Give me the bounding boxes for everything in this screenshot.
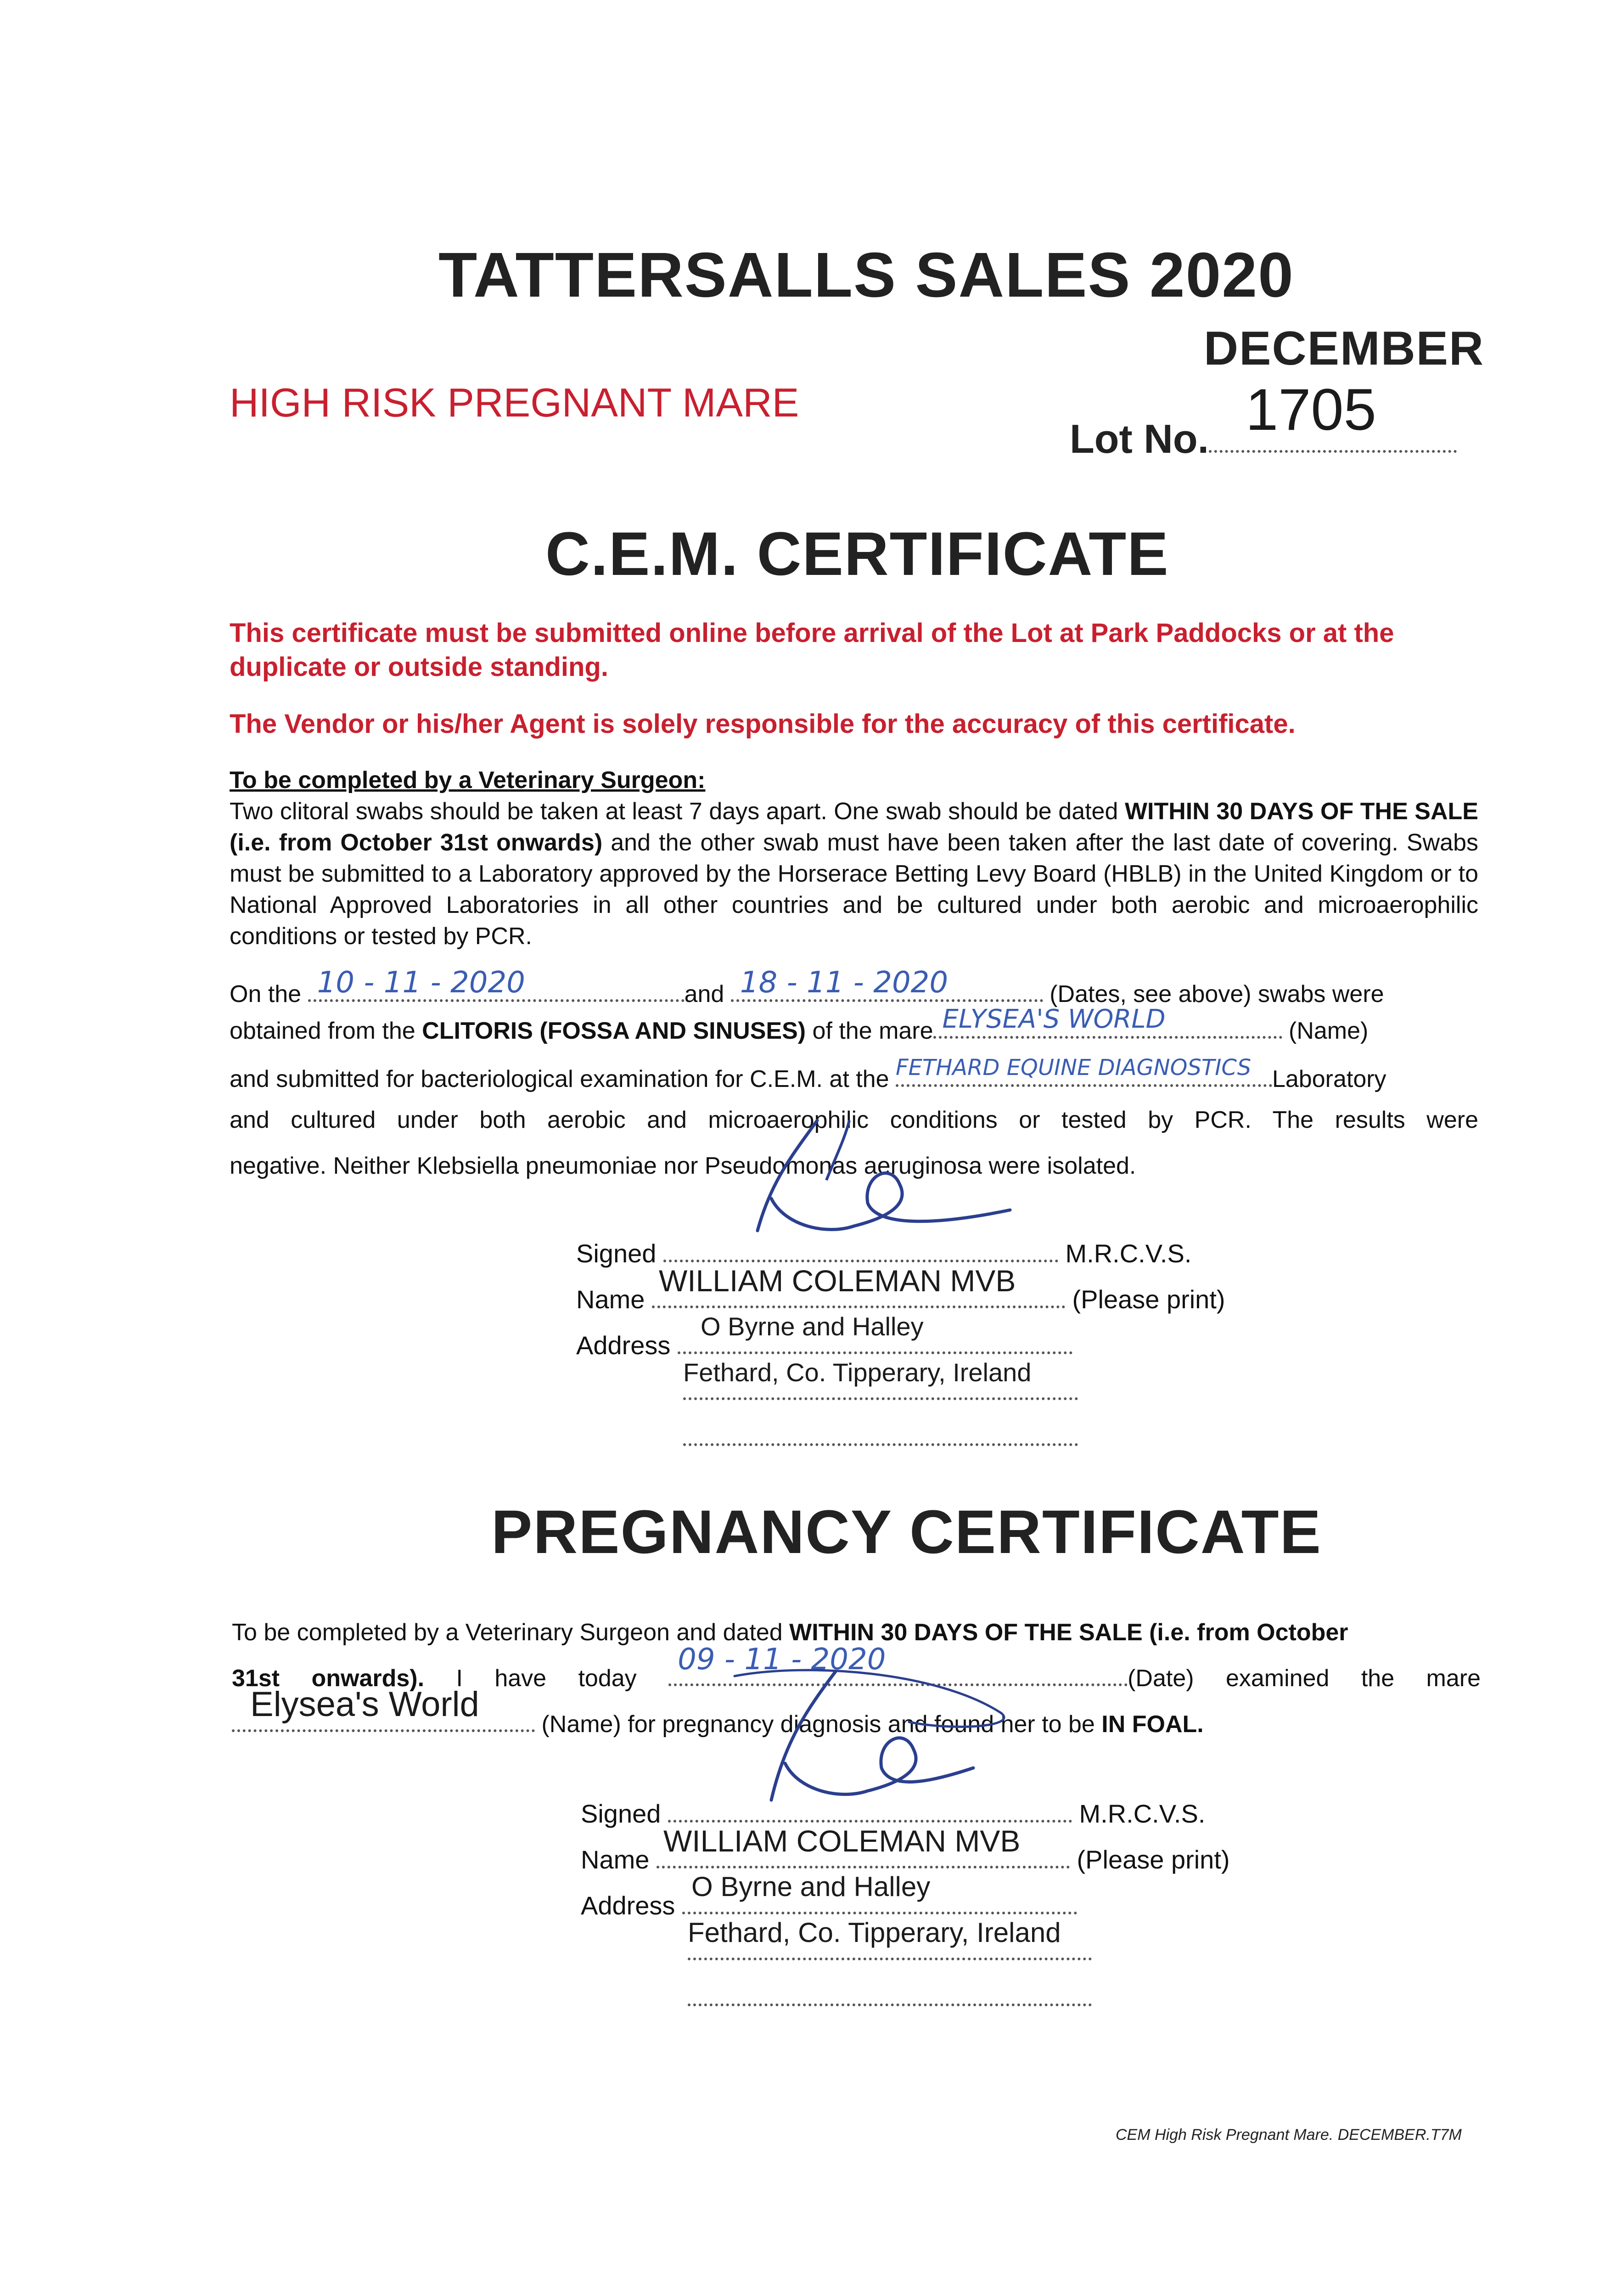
pregnancy-vet-name: WILLIAM COLEMAN MVB	[663, 1824, 1021, 1858]
exam-date: 09 - 11 - 2020	[678, 1643, 886, 1677]
cem-address-1: O Byrne and Halley	[701, 1312, 924, 1341]
submitted-text: and submitted for bacteriological examination for C.E.M. at the	[230, 1066, 889, 1092]
instructions-part-1: Two clitoral swabs should be taken at least 7 days apart. One swab should be dated	[230, 798, 1125, 825]
and-label: and	[684, 981, 724, 1007]
lot-number-field	[1070, 377, 1457, 462]
cem-instructions: To be completed by a Veterinary Surgeon: Two clitoral swabs should be taken at least 7 days apart. One swab should be dated WITHIN 30 DAYS OF THE SALE (i.e. from October 31st onwards) and the other swab must have been taken after the last date of covering. Swabs must be submitted to a Laboratory approved by the Horserace Betting Levy Board (HBLB) in the United Kingdom or to National Approved Laboratories in all other countries and be cultured under both aerobic and microaerophilic conditions or tested by PCR.	[230, 765, 1478, 952]
footer-reference: CEM High Risk Pregnant Mare. DECEMBER.T7M	[1116, 2126, 1462, 2144]
cem-heading: C.E.M. CERTIFICATE	[545, 520, 1169, 588]
pregnancy-heading: PREGNANCY CERTIFICATE	[491, 1498, 1322, 1566]
pregnancy-mrcvs: M.R.C.V.S.	[1079, 1799, 1206, 1828]
name-suffix: (Name)	[1289, 1018, 1369, 1044]
cem-address-label: Address	[576, 1331, 671, 1360]
laboratory-line	[230, 1055, 1478, 1095]
laboratory-name: FETHARD EQUINE DIAGNOSTICS	[895, 1055, 1252, 1080]
obtained-text: obtained from the	[230, 1018, 422, 1044]
cultured-line: and cultured under both aerobic and microaerophilic conditions or tested by PCR. The results were	[230, 1107, 1478, 1133]
pregnancy-name-label: Name	[581, 1845, 650, 1874]
pregnancy-please-print: (Please print)	[1077, 1845, 1230, 1874]
cem-name-label: Name	[576, 1285, 645, 1314]
cem-address-2: Fethard, Co. Tipperary, Ireland	[683, 1358, 1032, 1387]
pregnancy-vet-signature	[716, 1662, 1047, 1809]
pregnancy-signature-block	[581, 1791, 1230, 2020]
instructions-text	[230, 796, 1478, 952]
pregnancy-deadline: WITHIN 30 DAYS OF THE SALE (i.e. from October	[789, 1619, 1348, 1646]
dates-note: (Dates, see above) swabs were	[1050, 981, 1384, 1007]
swab-dates-line	[230, 966, 1478, 1010]
document-title: TATTERSALLS SALES 2020	[438, 240, 1294, 310]
obtained-line	[230, 1004, 1478, 1047]
swab-site: CLITORIS (FOSSA AND SINUSES)	[422, 1018, 806, 1044]
instructions-part-2: and the other swab must have been taken after the last date of covering. Swabs must be submitted to a Laboratory approved by the Horserace Betting Levy Board (HBLB) in the United Kingdom or to National Approved Laboratories in all other countries and be cultured under both aerobic and microaerophilic conditions or tested by PCR.	[230, 829, 1479, 950]
pregnancy-line-1: To be completed by a Veterinary Surgeon and dated	[232, 1619, 790, 1646]
pregnancy-address-label: Address	[581, 1891, 675, 1920]
pregnancy-deadline-end: 31st onwards).	[232, 1665, 425, 1692]
lot-label: Lot No.	[1070, 416, 1209, 461]
pregnancy-address-2: Fethard, Co. Tipperary, Ireland	[688, 1917, 1061, 1948]
instructions-heading: To be completed by a Veterinary Surgeon	[230, 767, 698, 793]
cem-signature-block	[576, 1231, 1225, 1460]
in-foal-result: IN FOAL.	[1101, 1711, 1204, 1738]
pregnancy-address-1: O Byrne and Halley	[691, 1871, 931, 1902]
cem-vet-name: WILLIAM COLEMAN MVB	[658, 1264, 1016, 1298]
pregnancy-signed-label: Signed	[581, 1799, 661, 1828]
instructions-deadline: WITHIN 30 DAYS OF THE SALE (i.e. from October 31st onwards)	[230, 798, 1478, 856]
lot-number: 1705	[1246, 377, 1376, 443]
swab-date-1: 10 - 11 - 2020	[317, 966, 525, 1000]
pregnancy-mare-name: Elysea's World	[250, 1685, 479, 1724]
i-have-today: I have today	[456, 1665, 637, 1692]
examined-the-mare: (Date) examined the mare	[1128, 1665, 1481, 1692]
swab-date-2: 18 - 11 - 2020	[740, 966, 949, 1000]
negative-result-line: negative. Neither Klebsiella pneumoniae nor Pseudomonas aeruginosa were isolated.	[230, 1153, 1136, 1179]
laboratory-suffix: Laboratory	[1272, 1066, 1386, 1092]
cem-signed-label: Signed	[576, 1239, 657, 1268]
sale-month: DECEMBER	[1204, 322, 1485, 375]
cem-notice-submission: This certificate must be submitted online before arrival of the Lot at Park Paddocks or at the duplicate or outside standing.	[230, 618, 1394, 682]
cem-mare-name: ELYSEA'S WORLD	[942, 1004, 1166, 1034]
cem-notice-responsibility: The Vendor or his/her Agent is solely responsible for the accuracy of this certificate.	[230, 709, 1296, 739]
risk-label: HIGH RISK PREGNANT MARE	[230, 380, 799, 425]
pregnancy-diagnosis-text: (Name) for pregnancy diagnosis and found her to be	[541, 1711, 1102, 1738]
cem-mrcvs: M.R.C.V.S.	[1065, 1239, 1192, 1268]
cem-please-print: (Please print)	[1072, 1285, 1225, 1314]
of-the-mare-text: of the mare	[806, 1018, 933, 1044]
on-the-label: On the	[230, 981, 302, 1007]
